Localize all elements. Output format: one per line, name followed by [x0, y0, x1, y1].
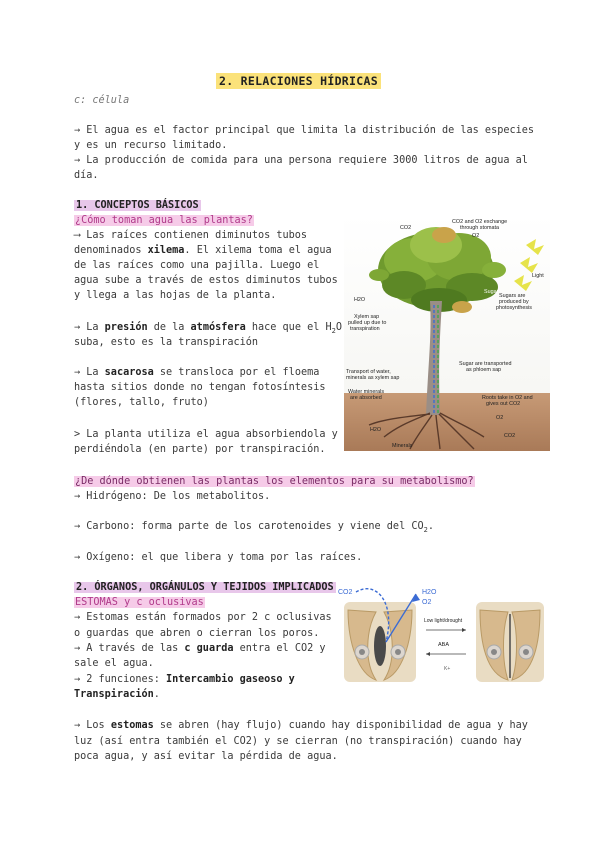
intro-line-2: y es un recurso limitado. [74, 140, 228, 151]
element-hydrogen: → Hidrógeno: De los metabolitos. [74, 491, 271, 502]
label-through: through stomata [460, 225, 499, 231]
label-xylem-3: transpiration [350, 326, 380, 332]
p1-line-2-segment: . El xilema toma el agua [184, 245, 332, 256]
p1-line-4: agua sube a través de estos diminutos tubos [74, 275, 338, 286]
label-co2-o2: CO2 and O2 exchange [452, 219, 508, 225]
label-sugars-3: photosynthesis [496, 305, 532, 311]
note-text: c: célula [74, 95, 130, 106]
p1-line-5: y llega a las hojas de la planta. [74, 290, 277, 301]
p3-line-1: → La sacarosa se transloca por el floema [74, 367, 320, 378]
page-title: 2. RELACIONES HÍDRICAS [216, 73, 381, 89]
s2-p-line-3: poca agua, y así evitar la pérdida de agua. [74, 751, 338, 762]
label-co2-root: CO2 [504, 433, 516, 439]
label-water-1: Water minerals [348, 389, 385, 395]
intro-line-3: → La producción de comida para una persona requiere 3000 litros de agua al [74, 155, 528, 166]
s2-line-5: → 2 funciones: Intercambio gaseoso y [74, 674, 295, 685]
section-2-subheading: ESTOMAS y c oclusivas [75, 597, 204, 608]
s2-line-2: o guardas que abren o cierran los poros. [74, 628, 320, 639]
p3-line-2: hasta sitios donde no tengan fotosíntesis [74, 382, 326, 393]
label-h2o: H2O [354, 297, 366, 303]
label-water-2: are absorbed [350, 395, 382, 401]
s2-line-4: sale el agua. [74, 658, 154, 669]
label-sugars-2: produced by [499, 299, 529, 305]
element-carbon: → Carbono: forma parte de los carotenoides y viene del $CO_2$. [74, 521, 434, 535]
label-light: Light [532, 273, 544, 279]
p1-line-3: de las raíces como una pajilla. Luego el [74, 260, 320, 271]
s2-p-line-1: → Los estomas se abren (hay flujo) cuando hay disponibilidad de agua y hay [74, 720, 528, 731]
label-co2-stoma: CO2 [338, 589, 353, 596]
p1-line-2-segment: denominados [74, 245, 148, 256]
label-sugar-transport-2: as phloem sap [466, 367, 502, 373]
intro-line-1: → El agua es el factor principal que limita la distribución de las especies [74, 125, 535, 136]
label-o2: O2 [472, 233, 480, 239]
label-aba: ABA [438, 642, 450, 648]
label-transport-1: Transport of water, [346, 369, 391, 375]
label-co2: CO2 [400, 225, 412, 231]
open-stoma [344, 602, 416, 682]
label-xylem-2: pulled up due to [348, 320, 387, 326]
label-transport-2: minerals as xylem sap [346, 375, 400, 381]
p4-line-1: > La planta utiliza el agua absorbiendola y [74, 429, 338, 440]
intro-line-4: día. [74, 170, 99, 181]
stomata-diagram [336, 582, 550, 690]
p3-line-3: (flores, tallo, fruto) [74, 397, 209, 408]
label-sugars-1: Sugars are [499, 293, 526, 299]
s2-line-3: → A través de las c guarda entra el CO2 y [74, 643, 326, 654]
section-1-question: ¿Cómo toman agua las plantas? [75, 215, 253, 226]
label-o2-root: O2 [496, 415, 504, 421]
label-h2o-root: H2O [370, 427, 382, 433]
p1-line-2 [74, 243, 332, 258]
p1-line-1: ⟶ Las raíces contienen diminutos tubos [74, 230, 308, 241]
s2-p-line-2: luz (así entra también el CO2) y se cierran (no transpiración) cuando hay [74, 736, 522, 747]
label-roots-2: gives out CO2 [486, 401, 521, 407]
section-1-question-2: ¿De dónde obtienen las plantas los elementos para su metabolismo? [75, 476, 474, 487]
closed-stoma [476, 602, 544, 682]
s2-line-6: Transpiración. [74, 689, 160, 700]
xilema-bold: xilema [147, 245, 185, 256]
p2-line-1: → La presión de la atmósfera hace que el $H_2O$ [74, 322, 342, 336]
label-minerals: Minerals [392, 443, 413, 449]
label-roots-1: Roots take in O2 and [482, 395, 533, 401]
p4-line-2: perdiéndola (en parte) por transpiración. [74, 444, 326, 455]
s2-line-1: → Estomas están formados por 2 c oclusivas [74, 612, 332, 623]
label-xylem-1: Xylem sap [354, 314, 380, 320]
label-drought: Low light/drought [424, 618, 463, 624]
label-k: K+ [444, 666, 451, 672]
label-sugar: Sugar [484, 289, 499, 295]
element-oxygen: → Oxígeno: el que libera y toma por las raíces. [74, 552, 363, 563]
plant-water-transport-diagram [344, 215, 550, 451]
section-2-heading: 2. ÓRGANOS, ORGÁNULOS Y TEJIDOS IMPLICADOS [76, 582, 334, 593]
label-o2-stoma: O2 [422, 599, 432, 606]
label-h2o-stoma: H2O [422, 589, 437, 596]
section-1-heading: 1. CONCEPTOS BÁSICOS [76, 200, 199, 211]
p2-line-2: suba, esto es la transpiración [74, 337, 259, 348]
label-sugar-transport-1: Sugar are transported [459, 361, 512, 367]
